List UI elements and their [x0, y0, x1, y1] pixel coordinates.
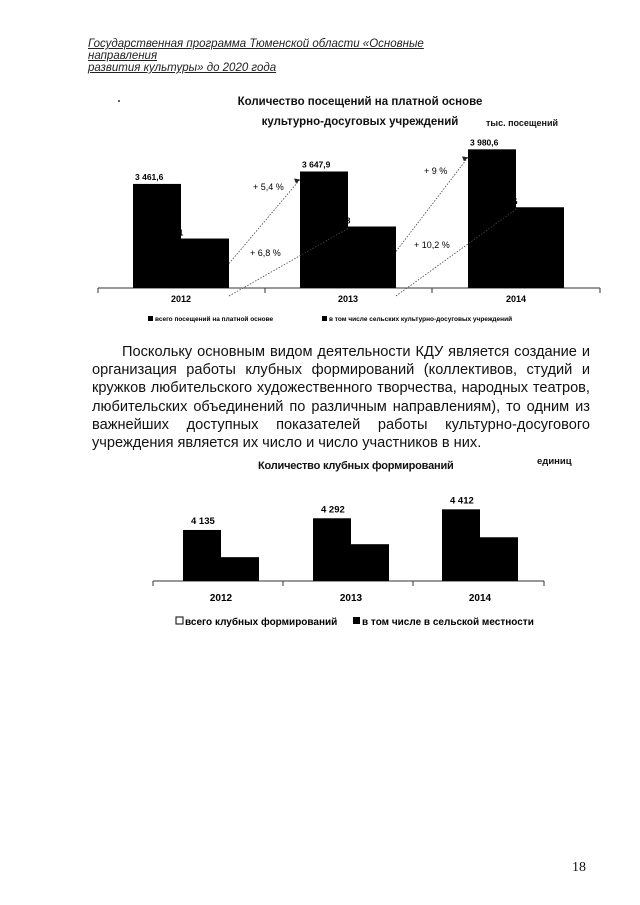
chart1-data-label: 2 822,8: [322, 215, 351, 226]
chart1-rural-growth-label: + 6,8 %: [250, 248, 281, 258]
chart1-title-line-2: культурно-досуговых учреждений: [261, 116, 459, 128]
chart2-legend-swatch: [176, 617, 183, 624]
chart1-data-label: 3 980,6: [470, 137, 499, 148]
chart2-legend-label: в том числе в сельской местности: [362, 617, 534, 628]
chart2-data-label: 3 770: [225, 563, 249, 575]
page-number: 18: [572, 860, 586, 875]
chart1-legend-label: в том числе сельских культурно-досуговых учреждений: [329, 316, 513, 323]
chart2-legend-swatch: [353, 617, 360, 624]
chart2-data-label: 3 944: [355, 550, 379, 562]
chart1-total-growth-label: + 9 %: [424, 166, 448, 176]
chart2-data-label: 4 412: [450, 495, 474, 507]
chart2-data-label: 4 037: [484, 543, 508, 555]
chart1-rural-growth-label: + 10,2 %: [414, 240, 450, 250]
chart1-x-tick-label: 2013: [337, 294, 359, 304]
chart1-legend-label: всего посещений на платной основе: [155, 316, 274, 323]
chart2-data-label: 4 292: [321, 504, 345, 516]
chart2-bar: [313, 518, 351, 581]
chart1-data-label: 3 111,5: [490, 196, 518, 207]
chart2-legend-label: всего клубных формирований: [185, 617, 338, 628]
header-line-1: Государственная программа Тюменской области «Основные направления: [88, 38, 424, 62]
chart2-unit: единиц: [537, 456, 572, 467]
chart2-x-tick-label: 2013: [339, 593, 363, 604]
chart2-bar: [442, 509, 480, 581]
chart1-unit: тыс. посещений: [486, 118, 559, 128]
chart1-title-line-1: Количество посещений на платной основе: [237, 96, 483, 108]
chart2-data-label: 4 135: [191, 515, 215, 527]
chart2-title: Количество клубных формирований: [258, 460, 454, 472]
chart1-x-tick-label: 2012: [170, 294, 192, 304]
header-line-2: развития культуры» до 2020 года: [88, 62, 277, 74]
chart2-bar: [183, 530, 221, 581]
chart1-data-label: 3 461,6: [135, 171, 164, 182]
chart1-data-label: 3 647,9: [302, 159, 331, 170]
body-paragraph: Поскольку основным видом деятельности КДУ является создание и организация работы клубных формирований (коллективов, студий и кружков любительского художественного творчества, народных театров, любительских объединений по различным направлениям), то одним из важнейших доступных показателей работы культурно-досугового учреждения является их число и число участников в них.: [92, 344, 590, 452]
chart1-data-label: 2 642,1: [155, 227, 184, 238]
chart1-total-growth-label: + 5,4 %: [253, 182, 284, 192]
chart1-x-tick-label: 2014: [505, 294, 527, 304]
chart2-x-tick-label: 2012: [209, 593, 233, 604]
chart2-x-tick-label: 2014: [468, 593, 492, 604]
